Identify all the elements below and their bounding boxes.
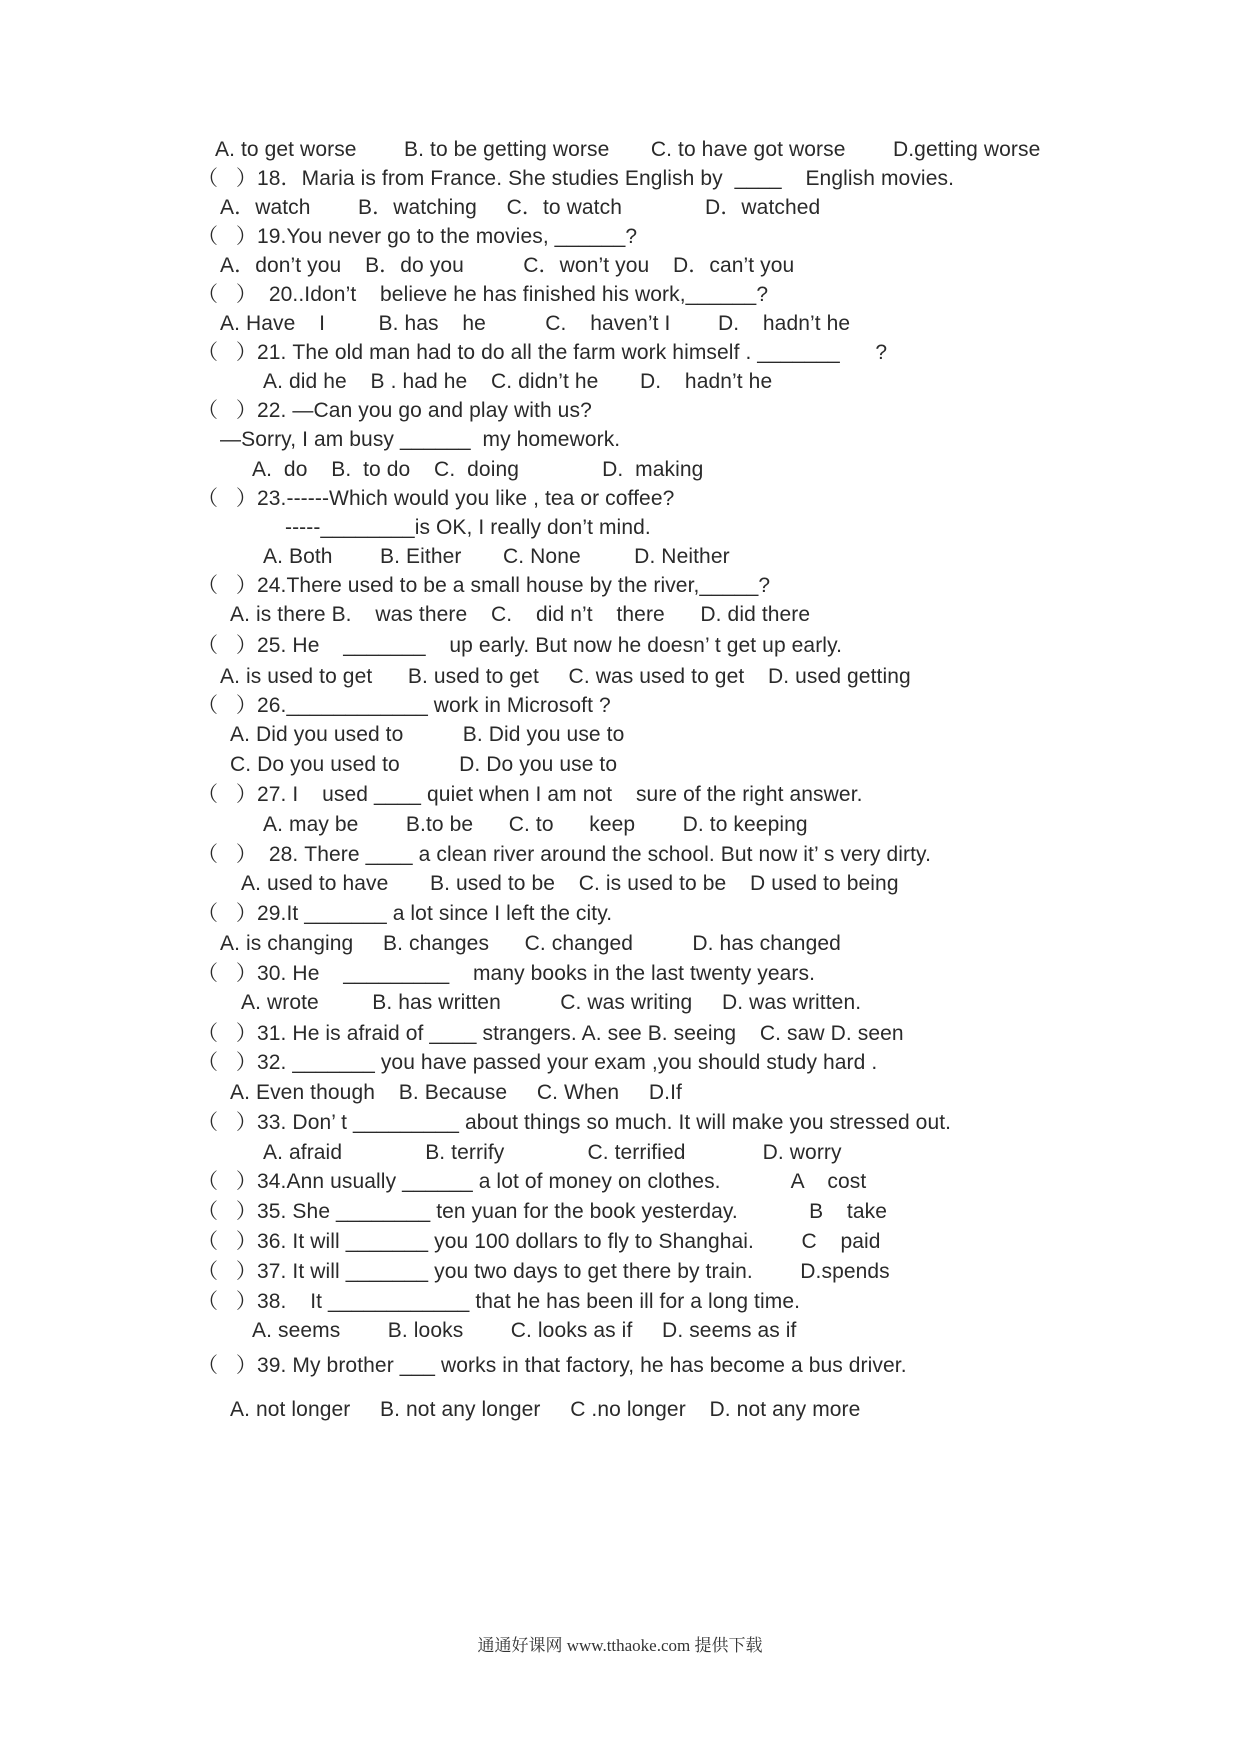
q20-options: A. Have I B. has he C. haven’t I D. hadn’t he: [220, 312, 851, 335]
question-32: （ ）32. _______ you have passed your exam ,you should study hard .: [197, 1051, 878, 1074]
question-28: （ ） 28. There ____ a clean river around the school. But now it’ s very dirty.: [197, 843, 932, 866]
question-39: （ ）39. My brother ___ works in that factory, he has become a bus driver.: [197, 1354, 907, 1377]
question-36: （ ）36. It will _______ you 100 dollars to fly to Shanghai. C paid: [197, 1230, 881, 1253]
question-19: （ ）19.You never go to the movies, ______?: [197, 225, 638, 248]
question-20: （ ） 20..Idon’t believe he has finished his work,______?: [197, 283, 769, 306]
q25-options: A. is used to get B. used to get C. was used to get D. used getting: [220, 665, 911, 688]
q33-options: A. afraid B. terrify C. terrified D. worry: [263, 1141, 842, 1164]
q18-options: A．watch B．watching C．to watch D．watched: [220, 196, 821, 219]
q26-options-cd: C. Do you used to D. Do you use to: [230, 753, 618, 776]
q22-reply: —Sorry, I am busy ______ my homework.: [220, 428, 621, 451]
q21-options: A. did he B . had he C. didn’t he D. hadn’t he: [263, 370, 773, 393]
q29-options: A. is changing B. changes C. changed D. has changed: [220, 932, 841, 955]
page-footer: 通通好课网 www.tthaoke.com 提供下载: [477, 1636, 763, 1655]
q23-options: A. Both B. Either C. None D. Neither: [263, 545, 730, 568]
q39-options: A. not longer B. not any longer C .no longer D. not any more: [230, 1398, 861, 1421]
question-26: （ ）26.____________ work in Microsoft ?: [197, 694, 611, 717]
q28-options: A. used to have B. used to be C. is used to be D used to being: [241, 872, 899, 895]
q30-options: A. wrote B. has written C. was writing D. was written.: [241, 991, 862, 1014]
question-29: （ ）29.It _______ a lot since I left the city.: [197, 902, 613, 925]
q27-options: A. may be B.to be C. to keep D. to keeping: [263, 813, 808, 836]
question-38: （ ）38. It ____________ that he has been ill for a long time.: [197, 1290, 801, 1313]
q32-options: A. Even though B. Because C. When D.If: [230, 1081, 682, 1104]
q17-options: A. to get worse B. to be getting worse C. to have got worse D.getting worse: [215, 138, 1041, 161]
question-35: （ ）35. She ________ ten yuan for the book yesterday. B take: [197, 1200, 888, 1223]
question-25: （ ）25. He _______ up early. But now he doesn’ t get up early.: [197, 634, 843, 657]
q19-options: A．don’t you B．do you C．won’t you D．can’t you: [220, 254, 795, 277]
question-24: （ ）24.There used to be a small house by the river,_____?: [197, 574, 771, 597]
question-30: （ ）30. He _________ many books in the last twenty years.: [197, 962, 816, 985]
question-18: （ ）18．Maria is from France. She studies English by ____ English movies.: [197, 167, 955, 190]
question-34: （ ）34.Ann usually ______ a lot of money on clothes. A cost: [197, 1170, 867, 1193]
q22-options: A. do B. to do C. doing D. making: [252, 458, 704, 481]
question-33: （ ）33. Don’ t _________ about things so much. It will make you stressed out.: [197, 1111, 952, 1134]
q26-options-ab: A. Did you used to B. Did you use to: [230, 723, 625, 746]
question-37: （ ）37. It will _______ you two days to get there by train. D.spends: [197, 1260, 890, 1283]
q38-options: A. seems B. looks C. looks as if D. seems as if: [252, 1319, 797, 1342]
q23-reply: -----________is OK, I really don’t mind.: [285, 516, 651, 539]
question-31: （ ）31. He is afraid of ____ strangers. A. see B. seeing C. saw D. seen: [197, 1022, 904, 1045]
question-23: （ ）23.------Which would you like , tea or coffee?: [197, 487, 675, 510]
question-21: （ ）21. The old man had to do all the farm work himself . _______ ?: [197, 341, 888, 364]
question-27: （ ）27. I used ____ quiet when I am not sure of the right answer.: [197, 783, 863, 806]
question-22: （ ）22. —Can you go and play with us?: [197, 399, 592, 422]
q24-options: A. is there B. was there C. did n’t there D. did there: [230, 603, 811, 626]
